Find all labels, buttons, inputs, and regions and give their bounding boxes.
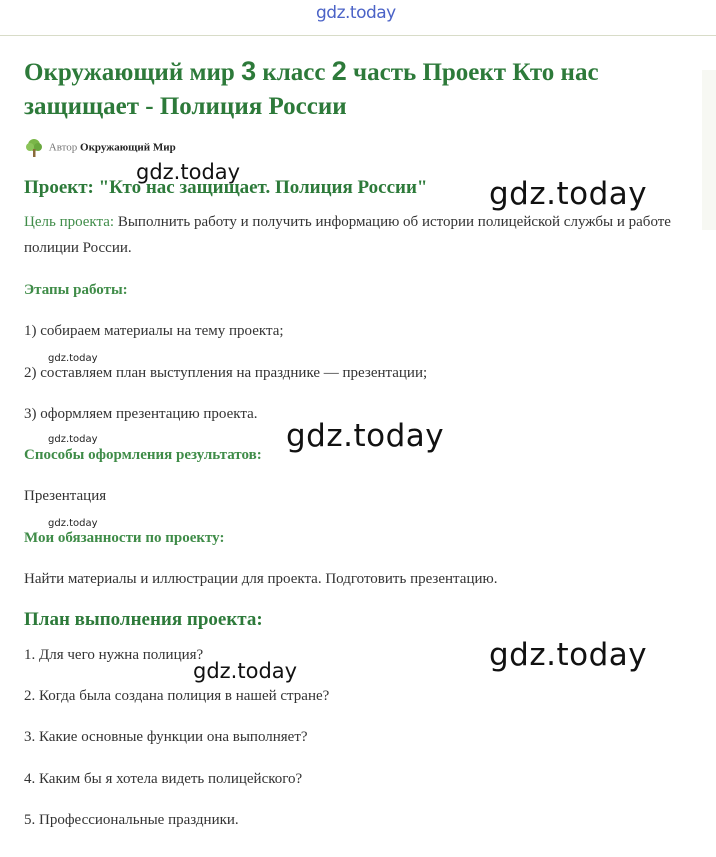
plan-item: 3. Какие основные функции она выполняет?: [24, 729, 308, 745]
stage-item: 1) собираем материалы на тему проекта;: [24, 323, 284, 339]
sidebar-edge: [702, 70, 716, 230]
plan-item: 4. Каким бы я хотела видеть полицейского?: [24, 771, 303, 787]
stage-item: 3) оформляем презентацию проекта.: [24, 406, 258, 422]
watermark: gdz.today: [193, 659, 298, 683]
project-goal: [24, 209, 674, 261]
author-label: Автор: [48, 141, 78, 154]
watermark: gdz.today: [136, 160, 241, 184]
results-text: Презентация: [24, 488, 107, 504]
goal-label: Цель проекта:: [24, 214, 115, 230]
plan-item: 1. Для чего нужна полиция?: [24, 647, 204, 663]
site-logo-link[interactable]: gdz.today: [316, 3, 396, 23]
duties-text: Найти материалы и иллюстрации для проекта. Подготовить презентацию.: [24, 571, 498, 587]
stages-label: Этапы работы:: [24, 282, 128, 298]
watermark: gdz.today: [48, 353, 98, 364]
project-heading: Проект: "Кто нас защищает. Полиция России": [24, 177, 428, 198]
author-line: [24, 138, 176, 158]
title-part-number: 2: [331, 56, 347, 86]
goal-text: Выполнить работу и получить информацию об истории полицейской службы и работе полиции России.: [24, 214, 671, 256]
tree-icon: [24, 138, 44, 158]
title-part: Окружающий мир: [24, 59, 242, 86]
page-title: [24, 54, 696, 124]
watermark: gdz.today: [489, 176, 648, 212]
watermark: gdz.today: [286, 418, 445, 454]
watermark: gdz.today: [48, 518, 98, 529]
plan-heading: План выполнения проекта:: [24, 609, 263, 630]
results-label: Способы оформления результатов:: [24, 447, 262, 463]
plan-item: 2. Когда была создана полиция в нашей стране?: [24, 688, 330, 704]
site-header: [0, 0, 716, 36]
title-part: класс: [256, 59, 332, 86]
title-grade-number: 3: [241, 56, 257, 86]
title-part: часть Проект Кто нас защищает - Полиция России: [24, 59, 599, 120]
author-name-link[interactable]: Окружающий Мир: [80, 141, 176, 154]
header-divider: [0, 35, 716, 36]
stage-item: 2) составляем план выступления на празднике — презентации;: [24, 365, 428, 381]
plan-item: 5. Профессиональные праздники.: [24, 812, 239, 828]
watermark: gdz.today: [48, 434, 98, 445]
watermark: gdz.today: [489, 637, 648, 673]
duties-label: Мои обязанности по проекту:: [24, 530, 225, 546]
